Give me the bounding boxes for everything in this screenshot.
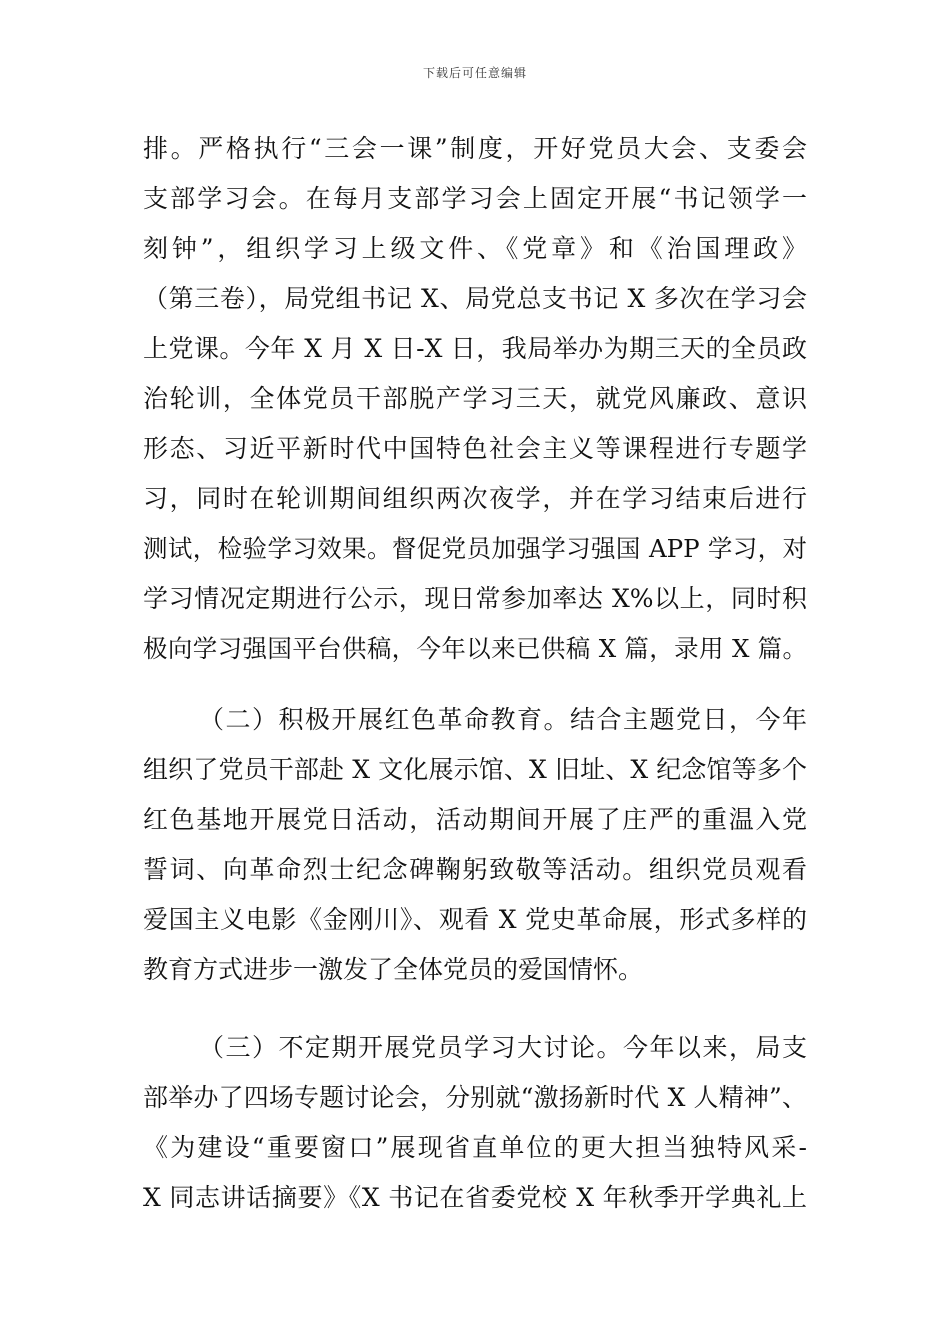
text-line: 誓词、向革命烈士纪念碑鞠躬致敬等活动。组织党员观看 <box>143 855 807 884</box>
text-line: （二）积极开展红色革命教育。结合主题党日，今年 <box>199 705 807 734</box>
text-line: 爱国主义电影《金刚川》、观看 X 党史革命展，形式多样的 <box>143 905 807 934</box>
text-line: 组织了党员干部赴 X 文化展示馆、X 旧址、X 纪念馆等多个 <box>143 755 807 784</box>
page-header: 下载后可任意编辑 <box>422 66 527 80</box>
text-line: 形态、习近平新时代中国特色社会主义等课程进行专题学 <box>143 434 807 463</box>
text-line: 支部学习会。在每月支部学习会上固定开展“书记领学一 <box>143 184 807 213</box>
text-line: 极向学习强国平台供稿，今年以来已供稿 X 篇，录用 X 篇。 <box>143 634 807 663</box>
text-line: （三）不定期开展党员学习大讨论。今年以来，局支 <box>199 1033 807 1062</box>
text-line: 部举办了四场专题讨论会，分别就“激扬新时代 X 人精神”、 <box>143 1083 807 1112</box>
text-line: 治轮训，全体党员干部脱产学习三天，就党风廉政、意识 <box>143 384 807 413</box>
paragraph-3 <box>143 1023 807 1223</box>
text-line: 上党课。今年 X 月 X 日-X 日，我局举办为期三天的全员政 <box>143 334 807 363</box>
text-line: 教育方式进步一激发了全体党员的爱国情怀。 <box>143 955 644 984</box>
text-line: 测试，检验学习效果。督促党员加强学习强国 APP 学习，对 <box>143 534 807 563</box>
text-line: 刻钟”，组织学习上级文件、《党章》和《治国理政》 <box>143 234 807 263</box>
text-line: 红色基地开展党日活动，活动期间开展了庄严的重温入党 <box>143 805 807 834</box>
text-line: X 同志讲话摘要》《X 书记在省委党校 X 年秋季开学典礼上 <box>143 1183 807 1212</box>
text-line: 排。严格执行“三会一课”制度，开好党员大会、支委会 <box>143 134 807 163</box>
text-line: 《为建设“重要窗口”展现省直单位的更大担当独特风采- <box>143 1133 807 1162</box>
paragraph-1 <box>143 124 807 674</box>
text-line: 学习情况定期进行公示，现日常参加率达 X%以上，同时积 <box>143 584 807 613</box>
text-line: 习，同时在轮训期间组织两次夜学，并在学习结束后进行 <box>143 484 807 513</box>
text-line: （第三卷），局党组书记 X、局党总支书记 X 多次在学习会 <box>143 284 807 313</box>
paragraph-2 <box>143 695 807 995</box>
